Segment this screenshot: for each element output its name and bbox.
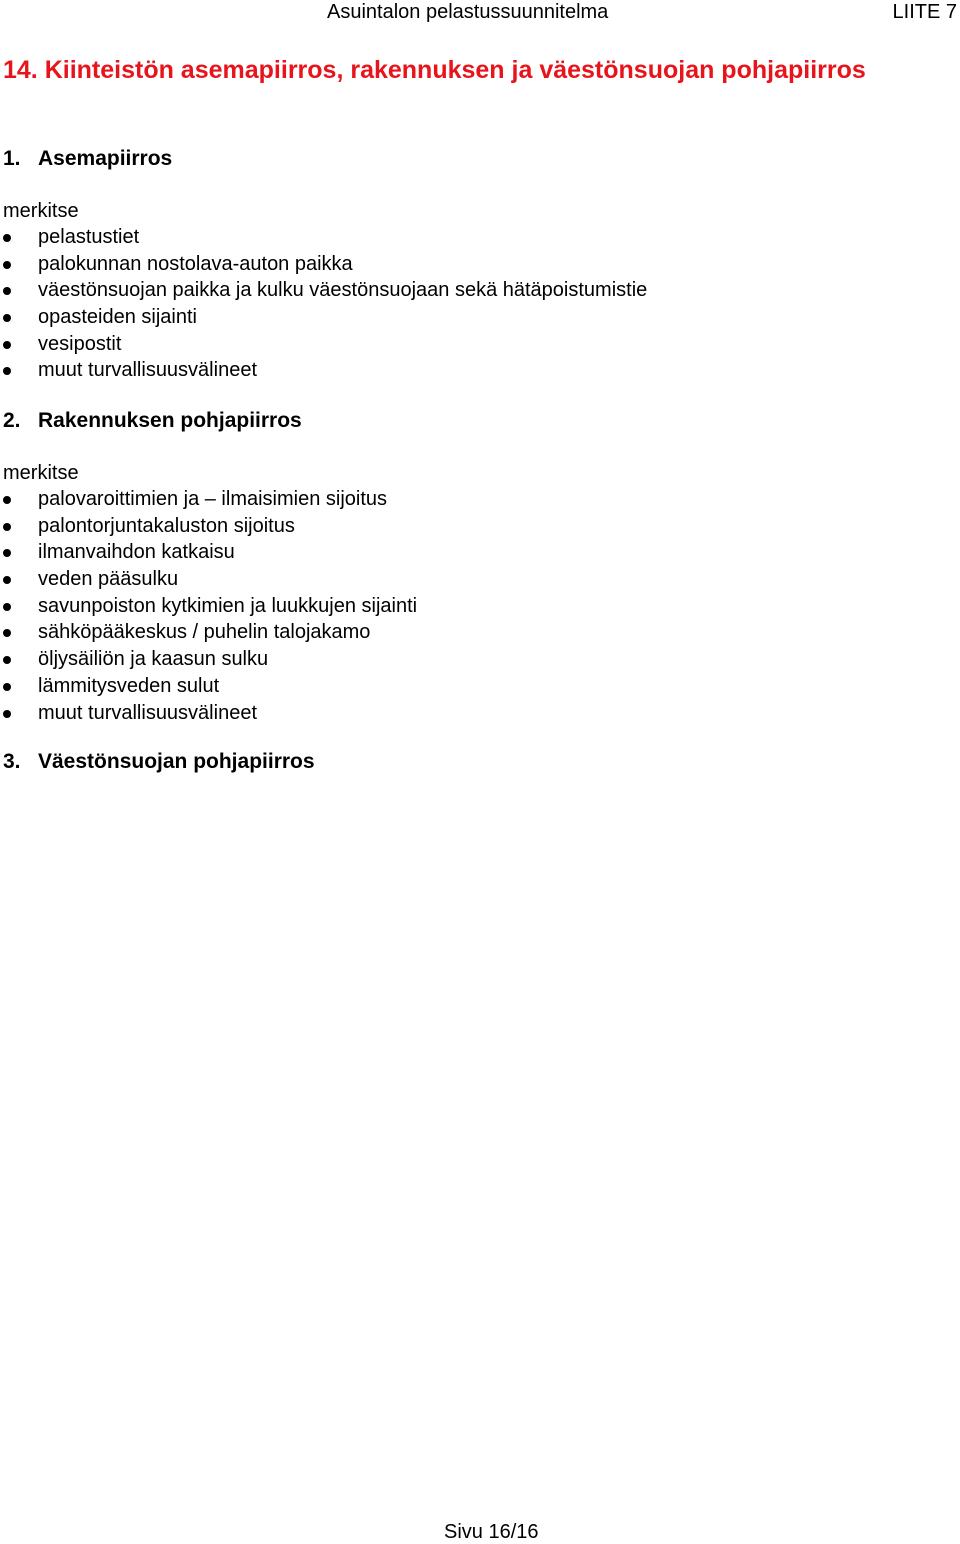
section-number: 1.: [3, 147, 21, 170]
bullet-icon: [3, 367, 11, 375]
bullet-icon: [3, 523, 11, 531]
list-item: väestönsuojan paikka ja kulku väestönsuojaan sekä hätäpoistumistie: [0, 277, 647, 304]
list-item: muut turvallisuusvälineet: [0, 700, 417, 727]
document-title: Asuintalon pelastussuunnitelma: [327, 1, 609, 23]
page-title: 14. Kiinteistön asemapiirros, rakennuksen ja väestönsuojan pohjapiirros: [3, 56, 866, 84]
list-item: palontorjuntakaluston sijoitus: [0, 513, 417, 540]
bullet-icon: [3, 683, 11, 691]
list-item: sähköpääkeskus / puhelin talojakamo: [0, 619, 417, 646]
list-item: lämmitysveden sulut: [0, 673, 417, 700]
bullet-icon: [3, 234, 11, 242]
bullet-icon: [3, 341, 11, 349]
list-item: veden pääsulku: [0, 566, 417, 593]
list-item: ilmanvaihdon katkaisu: [0, 539, 417, 566]
bullet-icon: [3, 656, 11, 664]
section-label: merkitse: [3, 200, 79, 222]
list-item: opasteiden sijainti: [0, 304, 647, 331]
list-item: vesipostit: [0, 331, 647, 358]
section-label: merkitse: [3, 462, 79, 484]
page-number: Sivu 16/16: [444, 1521, 539, 1543]
section-title: Asemapiirros: [38, 147, 173, 170]
bullet-icon: [3, 710, 11, 718]
section-title: Väestönsuojan pohjapiirros: [38, 750, 315, 773]
section-number: 2.: [3, 409, 21, 432]
bullet-list-asemapiirros: [0, 224, 647, 384]
section-title: Rakennuksen pohjapiirros: [38, 409, 302, 432]
list-item: palokunnan nostolava-auton paikka: [0, 251, 647, 278]
bullet-icon: [3, 629, 11, 637]
bullet-icon: [3, 261, 11, 269]
bullet-icon: [3, 287, 11, 295]
bullet-icon: [3, 576, 11, 584]
bullet-icon: [3, 549, 11, 557]
section-number: 3.: [3, 750, 21, 773]
bullet-list-rakennuksen-pohjapiirros: [0, 486, 417, 726]
section-heading-asemapiirros: [3, 146, 172, 172]
bullet-icon: [3, 496, 11, 504]
list-item: muut turvallisuusvälineet: [0, 357, 647, 384]
appendix-label: LIITE 7: [892, 1, 957, 23]
list-item: öljysäiliön ja kaasun sulku: [0, 646, 417, 673]
list-item: palovaroittimien ja – ilmaisimien sijoitus: [0, 486, 417, 513]
list-item: savunpoiston kytkimien ja luukkujen sijainti: [0, 593, 417, 620]
section-heading-rakennuksen-pohjapiirros: [3, 408, 302, 434]
section-heading-vaestonsuojan-pohjapiirros: [3, 749, 315, 775]
bullet-icon: [3, 314, 11, 322]
list-item: pelastustiet: [0, 224, 647, 251]
bullet-icon: [3, 603, 11, 611]
